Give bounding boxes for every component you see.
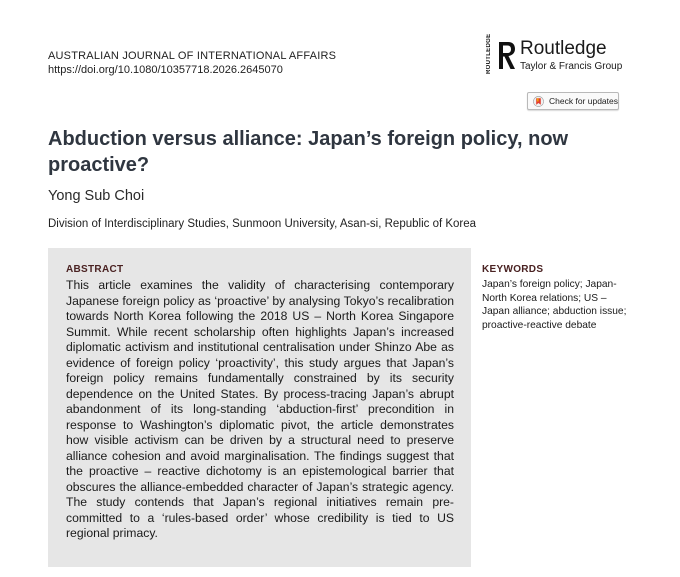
- crossmark-icon: [533, 96, 544, 107]
- author-name: Yong Sub Choi: [48, 188, 145, 204]
- keywords-heading: KEYWORDS: [482, 264, 544, 275]
- routledge-r-logo-icon: [496, 38, 518, 72]
- publisher-name: Routledge: [520, 38, 607, 59]
- check-for-updates-button[interactable]: [527, 92, 619, 110]
- publisher-subtitle: Taylor & Francis Group: [520, 61, 623, 72]
- article-title: Abduction versus alliance: Japan’s foreign policy, now proactive?: [48, 128, 569, 176]
- publisher-vertical-label: ROUTLEDGE: [486, 33, 492, 74]
- author-affiliation: Division of Interdisciplinary Studies, Sunmoon University, Asan-si, Republic of Korea: [48, 218, 477, 230]
- abstract-heading: ABSTRACT: [66, 264, 124, 275]
- keywords-text: Japan’s foreign policy; Japan-North Korea relations; US – Japan alliance; abduction issue; proactive-reactive debate: [482, 279, 627, 331]
- journal-name: AUSTRALIAN JOURNAL OF INTERNATIONAL AFFAIRS: [48, 50, 337, 62]
- doi-link[interactable]: https://doi.org/10.1080/10357718.2026.2645070: [48, 64, 283, 76]
- abstract-text: This article examines the validity of characterising contemporary Japanese foreign policy as ‘proactive’ by analysing Tokyo’s recalibration towards North Korea following the 2018 US – North Korea Singapore Summit. While recent scholarship often highlights Japan’s increased diplomatic activism and institutional centralisation under Shinzo Abe as evidence of foreign policy ‘proactivity’, this study argues that Japan’s foreign policy remains fundamentally constrained by its security dependence on the United States. By process-tracing Japan’s abrupt abandonment of its long-standing ‘abduction-first’ precondition in response to Washington’s diplomatic pivot, the article demonstrates how visible activism can be driven by a structural need to preserve alliance cohesion and avoid marginalisation. The findings suggest that the proactive – reactive dichotomy is an epistemological barrier that obscures the alliance-embedded character of Japan’s strategic agency. The study contends that Japan’s regional initiatives remain pre-committed to a ‘rules-based order’ whose credibility is tied to US regional primacy.: [66, 278, 454, 540]
- check-for-updates-label: Check for updates: [549, 96, 618, 106]
- publisher-logo: [486, 33, 626, 76]
